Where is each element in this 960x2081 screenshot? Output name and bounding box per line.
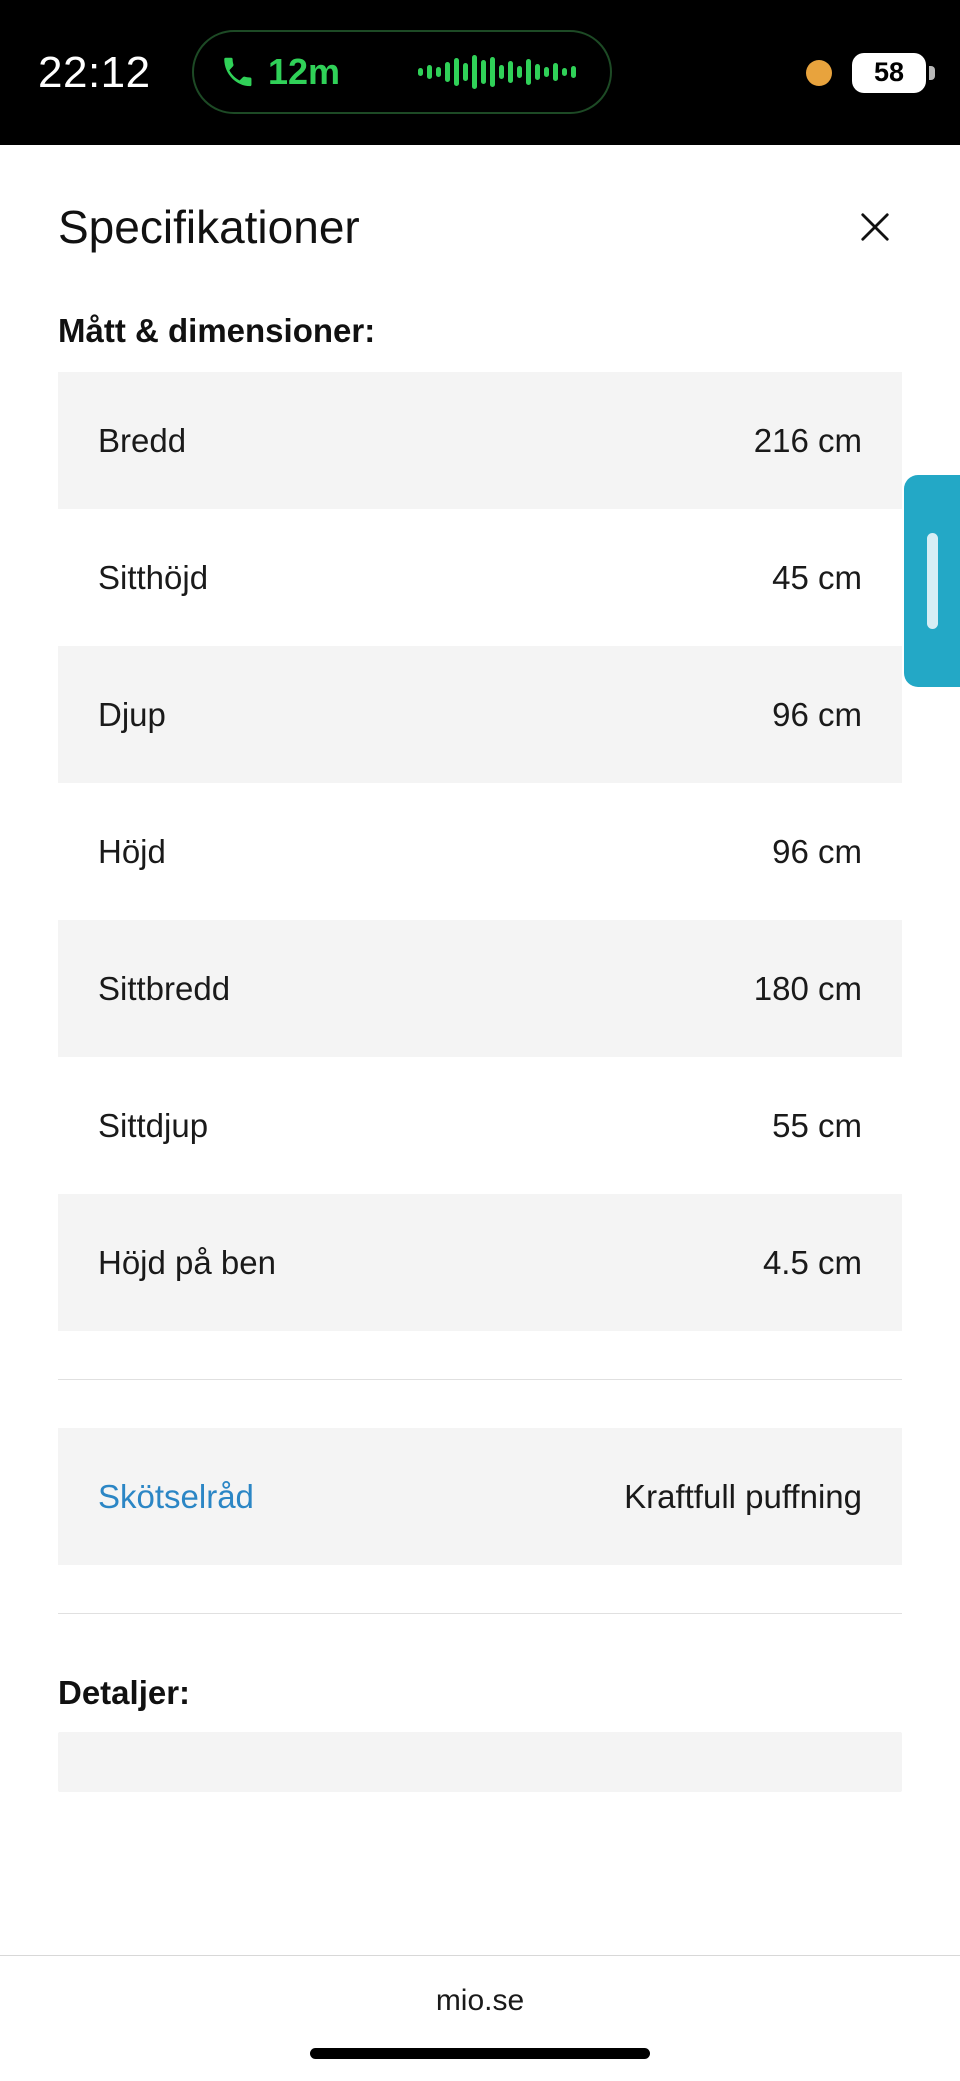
spec-label: Djup [98,695,166,733]
recording-indicator-icon [806,60,832,86]
call-waveform-icon [418,52,576,92]
home-indicator[interactable] [310,2048,650,2059]
feedback-tab-handle-icon [927,533,938,629]
care-instructions-link[interactable]: Skötselråd [98,1477,254,1515]
status-time: 22:12 [38,47,151,97]
spec-value: 4.5 cm [762,1243,862,1281]
battery-level-label: 58 [873,57,905,87]
spec-value: 96 cm [772,832,862,870]
spec-value: 180 cm [753,969,862,1007]
care-instructions-value: Kraftfull puffning [624,1477,862,1515]
status-right-group [806,0,926,145]
spec-value: 96 cm [772,695,862,733]
divider [58,1613,902,1614]
table-row [58,1194,902,1331]
table-row [58,1428,902,1565]
dimensions-table [0,372,960,1331]
browser-bottom-bar [0,1955,960,2081]
close-glyph [854,206,896,248]
divider [58,1379,902,1380]
dimensions-heading: Mått & dimensioner: [58,312,376,349]
sheet-header [0,145,960,254]
spec-sheet [0,145,960,1955]
spec-label: Sittbredd [98,969,231,1007]
spec-value: 45 cm [772,558,862,596]
battery-indicator [852,53,926,93]
table-row [58,646,902,783]
spec-label: Bredd [98,421,187,459]
spec-value: 55 cm [772,1106,862,1144]
feedback-tab[interactable] [904,475,960,687]
table-row [58,1057,902,1194]
close-icon[interactable] [848,200,902,254]
table-row [58,920,902,1057]
spec-label: Sittdjup [98,1106,209,1144]
spec-label: Höjd på ben [98,1243,276,1281]
table-row [58,509,902,646]
phone-icon [220,55,254,89]
details-heading: Detaljer: [58,1674,191,1711]
page-title: Specifikationer [58,201,360,253]
care-table [0,1428,960,1565]
table-row [58,783,902,920]
spec-label: Sitthöjd [98,558,209,596]
table-row [58,372,902,509]
details-table-partial-row [58,1732,902,1792]
spec-value: 216 cm [753,421,862,459]
active-call-pill[interactable] [192,30,612,114]
call-duration: 12m [268,51,341,92]
spec-label: Höjd [98,832,166,870]
status-bar [0,0,960,145]
url-label[interactable]: mio.se [435,1984,525,2017]
